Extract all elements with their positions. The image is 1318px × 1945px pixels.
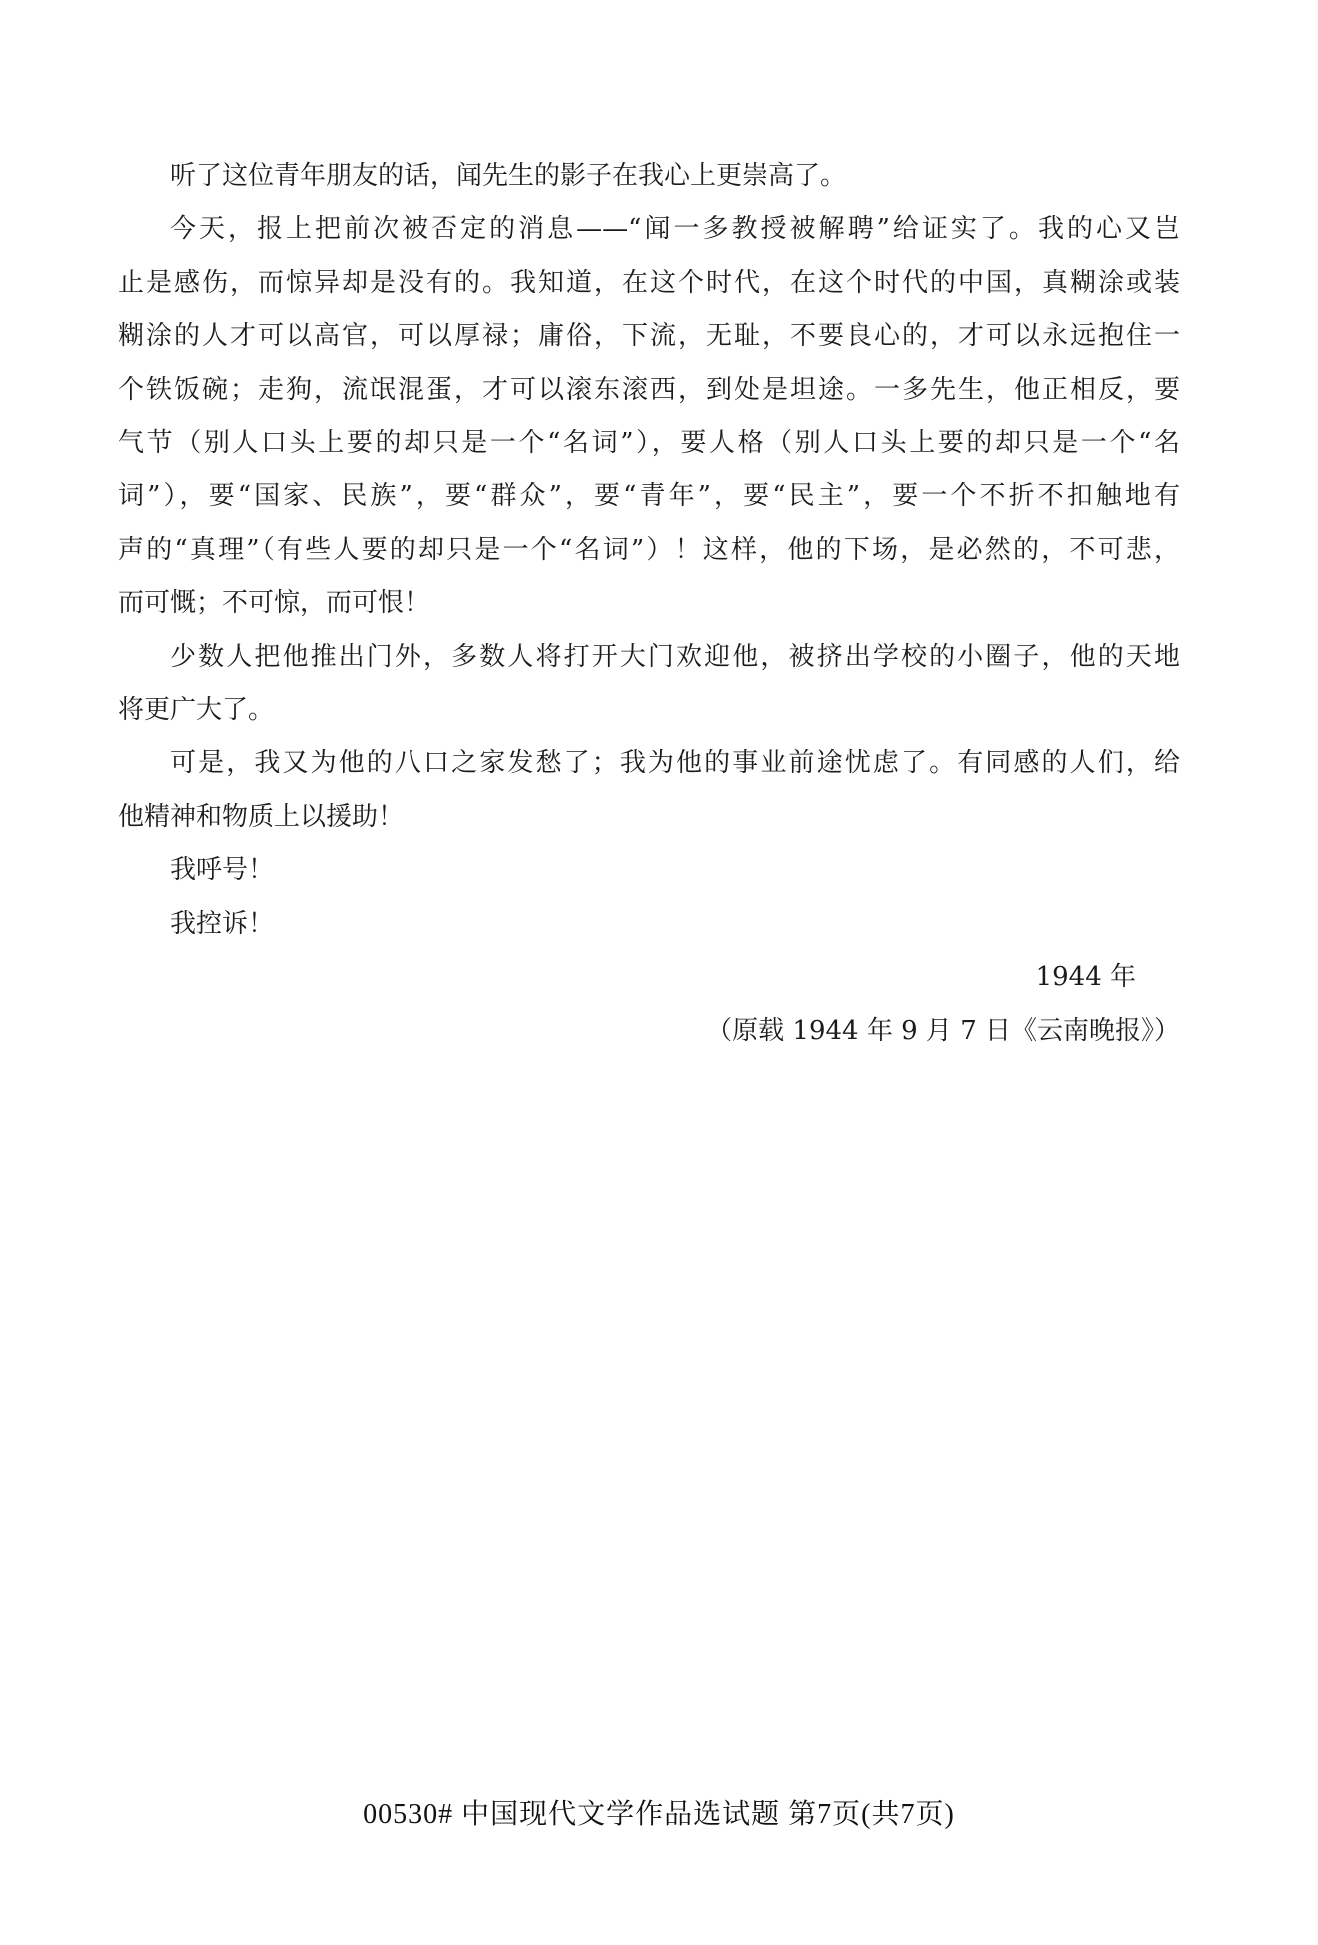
text-line: 今天，报上把前次被否定的消息——“闻一多教授被解聘”给证实了。我的心又岂 <box>170 214 1180 245</box>
text-line: 个铁饭碗；走狗，流氓混蛋，才可以滚东滚西，到处是坦途。一多先生，他正相反，要 <box>118 374 1180 405</box>
text-line: 我呼号！ <box>170 855 275 886</box>
text-line: 少数人把他推出门外，多数人将打开大门欢迎他，被挤出学校的小圈子，他的天地 <box>170 641 1180 672</box>
text-line: 我控诉！ <box>170 908 275 939</box>
text-line: 声的“真理”（有些人要的却只是一个“名词”）！这样，他的下场，是必然的，不可悲， <box>118 534 1180 565</box>
essay-body <box>118 150 1180 1058</box>
source-citation: （原载 1944 年 9 月 7 日《云南晚报》） <box>706 1015 1180 1046</box>
page-footer: 00530# 中国现代文学作品选试题 第7页(共7页) <box>363 1799 955 1830</box>
text-line: 可是，我又为他的八口之家发愁了；我为他的事业前途忧虑了。有同感的人们，给 <box>170 748 1180 779</box>
text-line: 听了这位青年朋友的话，闻先生的影子在我心上更崇高了。 <box>170 161 847 191</box>
text-line: 止是感伤，而惊异却是没有的。我知道，在这个时代，在这个时代的中国，真糊涂或装 <box>118 267 1180 298</box>
text-line: 而可慨；不可惊，而可恨！ <box>118 588 431 619</box>
byline-year: 1944 年 <box>1035 962 1136 993</box>
text-line: 词”），要“国家、民族”，要“群众”，要“青年”，要“民主”，要一个不折不扣触地有 <box>118 481 1180 512</box>
text-line: 糊涂的人才可以高官，可以厚禄；庸俗，下流，无耻，不要良心的，才可以永远抱住一 <box>118 321 1180 352</box>
text-line: 他精神和物质上以援助！ <box>118 801 405 832</box>
text-line: 气节（别人口头上要的却只是一个“名词”），要人格（别人口头上要的却只是一个“名 <box>118 428 1180 459</box>
text-line: 将更广大了。 <box>118 695 275 726</box>
